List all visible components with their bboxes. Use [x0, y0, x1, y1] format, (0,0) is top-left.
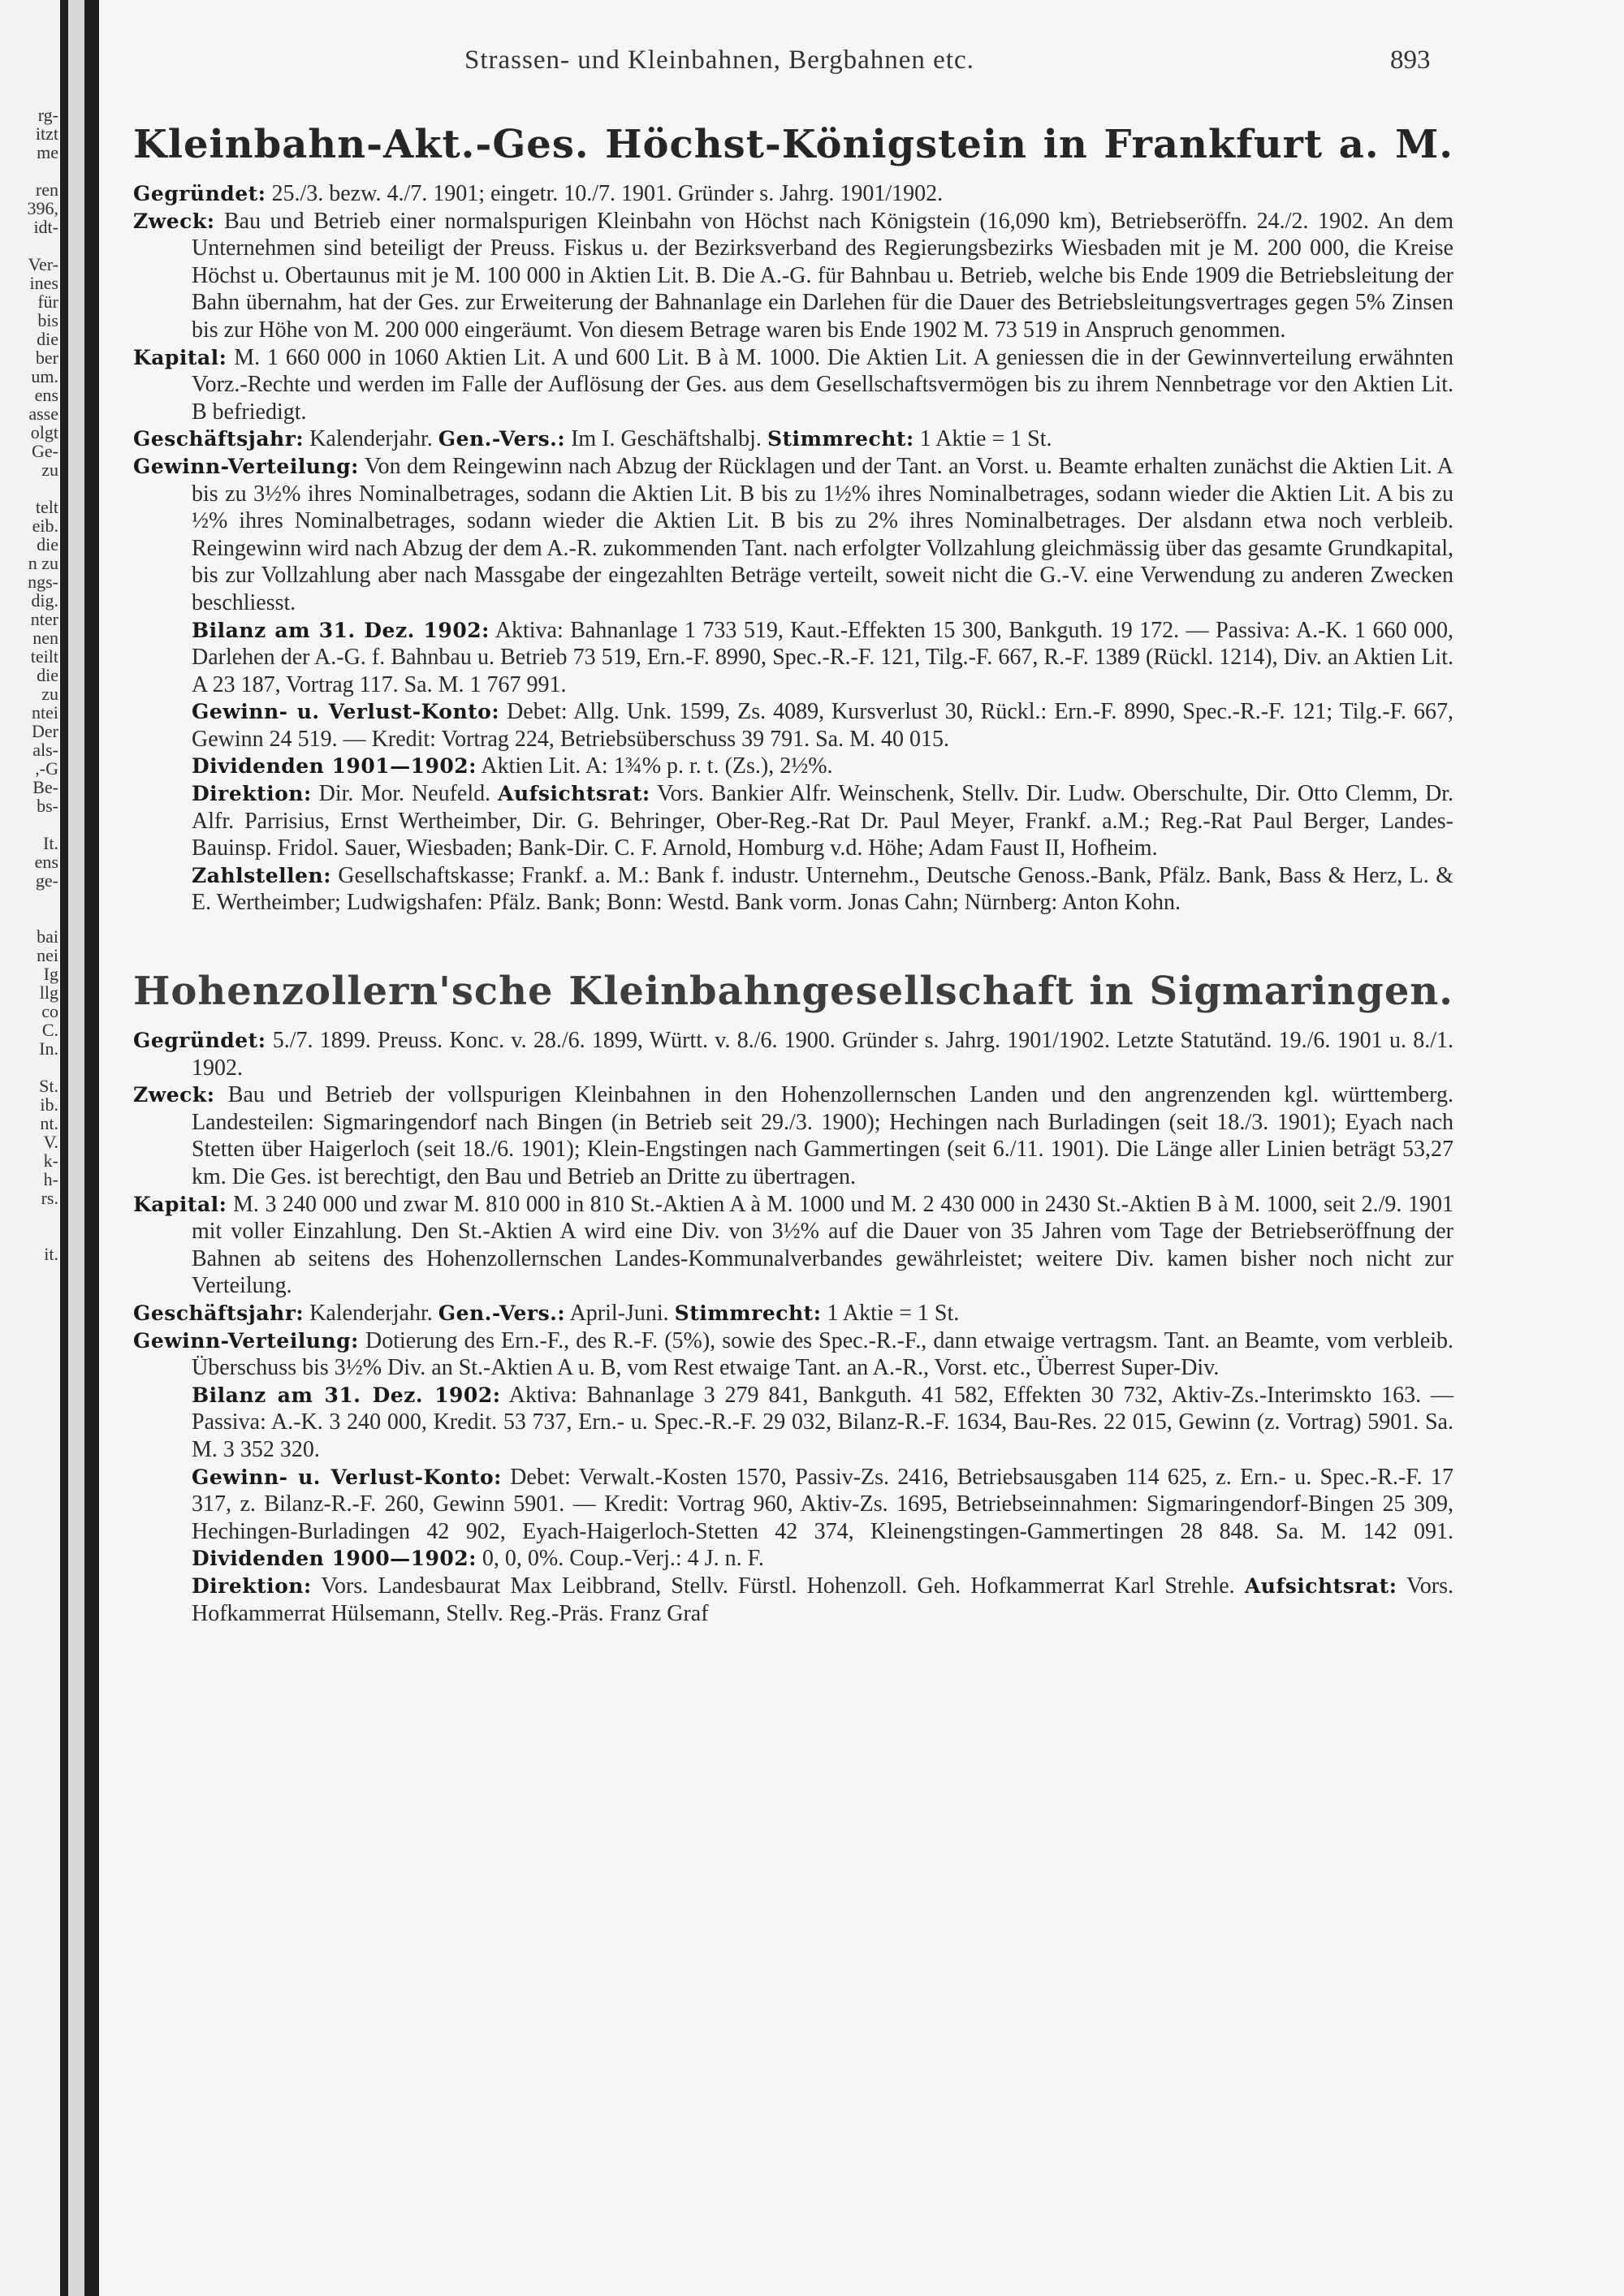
field-label: Gegründet:	[133, 1029, 266, 1053]
entry-capital	[133, 1191, 1453, 1300]
company-heading: Kleinbahn-Akt.-Ges. Höchst-Königstein in Frankfurt a. M.	[133, 122, 1453, 167]
field-label: Gewinn-Verteilung:	[133, 1328, 359, 1353]
field-label: Aufsichtsrat:	[498, 782, 650, 806]
previous-page-margin	[0, 0, 63, 2296]
field-text: Im I. Geschäftshalbj.	[565, 426, 767, 452]
entry-profit-loss	[133, 698, 1453, 753]
field-label: Geschäftsjahr:	[133, 1301, 304, 1325]
field-text: M. 1 660 000 in 1060 Aktien Lit. A und 600 Lit. B à M. 1000. Die Aktien Lit. A geniessen die in der Gewinnverteilung erwähnten Vorz.-Rechte und werden im Falle der Auflösung der Ges. aus dem Gesellschaftsvermögen bis zu ihrem Nennbetrage vor den Aktien Lit. B befriedigt.	[192, 344, 1453, 425]
field-text: Dir. Mor. Neufeld.	[311, 781, 499, 807]
field-label: Direktion:	[192, 782, 312, 806]
field-label: Gewinn- u. Verlust-Konto:	[192, 1465, 502, 1489]
field-text: 1 Aktie = 1 St.	[914, 426, 1052, 452]
running-title: Strassen- und Kleinbahnen, Bergbahnen etc.	[464, 45, 974, 75]
entry-profit-loss	[133, 1464, 1453, 1573]
margin-fragments: rg- itzt me ren 396, idt- Ver- ines für bis die ber um. ens asse olgt Ge- zu telt eib. die n zu ngs- dig. nter nen teilt die zu ntei Der als- ,-G Be- bs- It. ens ge- bai nei Ig llg co C. In. St. ib. nt. V. k- h- rs. it.	[27, 105, 58, 1264]
entry-capital	[133, 344, 1453, 426]
field-text: 5./7. 1899. Preuss. Konc. v. 28./6. 1899, Württ. v. 8./6. 1900. Gründer s. Jahrg. 1901/1902. Letzte Statutänd. 19./6. 1901 u. 8./1. 1902.	[192, 1028, 1453, 1081]
field-text: 25./3. bezw. 4./7. 1901; eingetr. 10./7. 1901. Gründer s. Jahrg. 1901/1902.	[266, 181, 944, 206]
field-label: Bilanz am 31. Dez. 1902:	[192, 618, 490, 642]
field-text: Kalenderjahr.	[304, 426, 438, 452]
field-label: Dividenden 1901—1902:	[192, 754, 477, 779]
entry-purpose	[133, 208, 1453, 344]
running-header	[99, 45, 1624, 78]
field-text: M. 3 240 000 und zwar M. 810 000 in 810 St.-Aktien A à M. 1000 und M. 2 430 000 in 2430 St.-Aktien B à M. 1000, seit 2./9. 1901 mit voller Einzahlung. Den St.-Aktien A wird eine Div. von 3½% auf die Dauer von 35 Jahren vom Tage der Betriebseröffnung der Bahnen ab seitens des Hohenzollernschen Landes-Kommunalverbandes gewährleistet; weitere Div. kamen bisher noch nicht zur Verteilung.	[192, 1191, 1453, 1299]
entry-profit-distribution	[133, 453, 1453, 617]
field-label: Gegründet:	[133, 182, 266, 205]
field-label: Zahlstellen:	[192, 863, 331, 887]
field-label: Kapital:	[133, 1192, 227, 1216]
field-text: Aktiva: Bahnanlage 3 279 841, Bankguth. 41 582, Effekten 30 732, Aktiv-Zs.-Interimskto 163. — Passiva: A.-K. 3 240 000, Kredit. 53 737, Ern.- u. Spec.-R.-F. 29 032, Bilanz-R.-F. 1634, Bau-Res. 22 015, Gewinn (z. Vortrag) 5901. Sa. M. 3 352 320.	[192, 1382, 1454, 1462]
field-label: Gewinn-Verteilung:	[133, 454, 359, 478]
entry-fiscal-year	[133, 1300, 1453, 1327]
field-text: Dotierung des Ern.-F., des R.-F. (5%), sowie des Spec.-R.-F., dann etwaige vertragsm. Tant. an Beamte, vom verbleib. Überschuss bis 3½% Div. an St.-Aktien A u. B, vom Rest etwaige Tant. an A.-R., Vorst. etc., Überrest Super-Div.	[192, 1327, 1453, 1381]
entry-balance-sheet	[133, 1382, 1453, 1464]
entry-profit-distribution	[133, 1327, 1453, 1382]
entry-board	[133, 1573, 1453, 1627]
field-label: Gen.-Vers.:	[438, 427, 566, 451]
field-text: Aktiva: Bahnanlage 1 733 519, Kaut.-Effekten 15 300, Bankguth. 19 172. — Passiva: A.-K. 1 660 000, Darlehen der A.-G. f. Bahnbau u. Betrieb 73 519, Ern.-F. 8990, Spec.-R.-F. 121, Tilg.-F. 667, R.-F. 1389 (Rückl. 1214), Div. an Aktien Lit. A 23 187, Vortrag 117. Sa. M. 1 767 991.	[192, 617, 1453, 697]
field-text: 1 Aktie = 1 St.	[821, 1300, 960, 1326]
page-content	[133, 120, 1453, 1627]
entry-founded	[133, 1027, 1453, 1081]
field-text: Vors. Landesbaurat Max Leibbrand, Stellv. Fürstl. Hohenzoll. Geh. Hofkammerrat Karl Strehle.	[311, 1573, 1245, 1599]
field-label: Geschäftsjahr:	[133, 427, 304, 451]
field-text: Debet: Allg. Unk. 1599, Zs. 4089, Kursverlust 30, Rückl.: Ern.-F. 8990, Spec.-R.-F. 121; Tilg.-F. 667, Gewinn 24 519. — Kredit: Vortrag 224, Betriebsüberschuss 39 791. Sa. M. 40 015.	[192, 699, 1454, 752]
field-label: Dividenden 1900—1902:	[192, 1547, 477, 1571]
company-heading: Hohenzollern'sche Kleinbahngesellschaft in Sigmaringen.	[133, 969, 1453, 1015]
field-label: Stimmrecht:	[674, 1301, 822, 1325]
book-page	[99, 0, 1624, 2296]
entry-purpose	[133, 1081, 1453, 1190]
entry-dividends	[133, 753, 1453, 780]
field-text: Vors. Bankier Alfr. Weinschenk, Stellv. Dir. Ludw. Oberschulte, Dir. Otto Clemm, Dr. Alfr. Parrisius, Ernst Wertheimber, Dir. G. Behringer, Ober-Reg.-Rat Dr. Paul Meyer, Frankf. a.M.; Reg.-Rat Paul Berger, Landes-Bauinsp. Fridol. Sauer, Wiesbaden; Bank-Dir. C. F. Arnold, Homburg v.d. Höhe; Adam Faust II, Hofheim.	[192, 781, 1453, 861]
entry-founded	[133, 180, 1453, 208]
field-label: Zweck:	[133, 1083, 215, 1107]
field-text: April-Juni.	[565, 1300, 675, 1326]
entry-paying-agents	[133, 862, 1453, 917]
page-gutter-shadow-right	[84, 0, 99, 2296]
field-text: Gesellschaftskasse; Frankf. a. M.: Bank f. industr. Unternehm., Deutsche Genoss.-Bank, Pfälz. Bank, Bass & Herz, L. & E. Wertheimber; Ludwigshafen: Pfälz. Bank; Bonn: Westd. Bank vorm. Jonas Cahn; Nürnberg: Anton Kohn.	[192, 862, 1453, 916]
field-label: Zweck:	[133, 209, 215, 233]
field-label: Gewinn- u. Verlust-Konto:	[192, 700, 500, 724]
field-text: Von dem Reingewinn nach Abzug der Rücklagen und der Tant. an Vorst. u. Beamte erhalten zunächst die Aktien Lit. A bis zu 3½% ihres Nominalbetrages, sodann die Aktien Lit. B bis zu 1½% ihres Nominalbetrages, sodann wieder die Aktien Lit. A bis zu ½% ihres Nominalbetrages, sodann wieder die Aktien Lit. B bis zu 2% ihres Nominalbetrages. Der alsdann etwa noch verbleib. Reingewinn wird nach Abzug der dem A.-R. zukommenden Tant. nach erfolgter Vollzahlung gleichmässig über das gesamte Grundkapital, bis zur Vollzahlung aber nach Massgabe der eingezahlten Beträge verteilt, soweit nicht die G.-V. eine Verwendung zu anderen Zwecken beschliesst.	[192, 453, 1453, 615]
page-number: 893	[1390, 45, 1431, 75]
field-text: Bau und Betrieb der vollspurigen Kleinbahnen in den Hohenzollernschen Landen und den angrenzenden kgl. württemberg. Landesteilen: Sigmaringendorf nach Bingen (in Betrieb seit 29./3. 1900); Hechingen nach Burladingen (seit 18./3. 1901); Eyach nach Stetten über Haigerloch (seit 18./6. 1901); Klein-Engstingen nach Gammertingen (seit 6./11. 1901). Die Länge aller Linien beträgt 53,27 km. Die Ges. ist berechtigt, den Bau und Betrieb an Dritte zu übertragen.	[192, 1082, 1453, 1189]
field-text: Aktien Lit. A: 1¾% p. r. t. (Zs.), 2½%.	[476, 753, 833, 779]
field-label: Direktion:	[192, 1573, 312, 1598]
field-text: 0, 0, 0%. Coup.-Verj.: 4 J. n. F.	[476, 1546, 764, 1572]
page-gutter-shadow-left	[60, 0, 68, 2296]
entry-balance-sheet	[133, 617, 1453, 699]
field-text: Debet: Verwalt.-Kosten 1570, Passiv-Zs. 2416, Betriebsausgaben 114 625, z. Ern.- u. Spec.-R.-F. 17 317, z. Bilanz-R.-F. 260, Gewinn 5901. — Kredit: Vortrag 960, Aktiv-Zs. 1695, Betriebseinnahmen: Sigmaringendorf-Bingen 25 309, Hechingen-Burladingen 42 902, Eyach-Haigerloch-Stetten 42 374, Kleinengstingen-Gammertingen 28 848. Sa. M. 142 091.	[192, 1464, 1453, 1544]
entry-board	[133, 780, 1453, 862]
page-gutter-light	[68, 0, 84, 2296]
field-label: Bilanz am 31. Dez. 1902:	[192, 1383, 501, 1407]
field-label: Kapital:	[133, 345, 227, 369]
field-text: Vors. Hofkammerrat Hülsemann, Stellv. Reg.-Präs. Franz Graf	[192, 1573, 1453, 1626]
field-text: Bau und Betrieb einer normalspurigen Kleinbahn von Höchst nach Königstein (16,090 km), Betriebseröffn. 24./2. 1902. An dem Unternehmen sind beteiligt der Preuss. Fiskus u. der Bezirksverband des Regierungsbezirks Wiesbaden mit je M. 200 000, die Kreise Höchst u. Obertaunus mit je M. 100 000 in Aktien Lit. B. Die A.-G. für Bahnbau u. Betrieb, welche bis Ende 1909 die Betriebsleitung der Bahn übernahm, hat der Ges. zur Erweiterung der Bahnanlage ein Darlehen für die Dauer des Betriebsleitungsvertrages gegen 5% Zinsen bis zur Höhe von M. 200 000 eingeräumt. Von diesem Betrage waren bis Ende 1902 M. 73 519 in Anspruch genommen.	[192, 208, 1453, 343]
entry-fiscal-year	[133, 425, 1453, 453]
field-text: Kalenderjahr.	[304, 1300, 438, 1326]
field-label: Stimmrecht:	[767, 427, 914, 451]
field-label: Gen.-Vers.:	[438, 1301, 566, 1325]
field-label: Aufsichtsrat:	[1244, 1573, 1397, 1598]
